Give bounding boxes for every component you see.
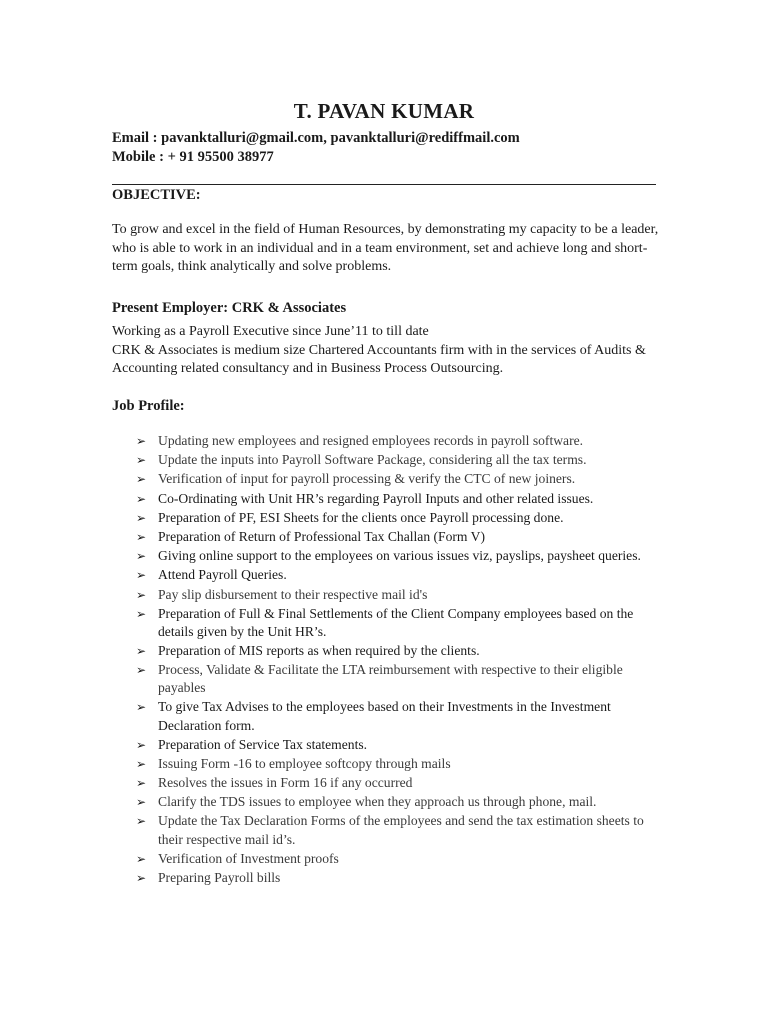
arrow-bullet-icon: ➢ [136,606,147,621]
arrow-bullet-icon: ➢ [136,700,147,715]
list-item: ➢ Update the Tax Declaration Forms of the employees and send the tax estimation sheets to their respective mail id’s. [136,813,644,847]
employer-company-line: CRK & Associates is medium size Chartered Accountants firm with in the services of Audits & Accounting related consultancy and in Business Process Outsourcing. [112,342,646,376]
arrow-bullet-icon: ➢ [136,587,147,602]
arrow-bullet-icon: ➢ [136,510,147,525]
list-item: ➢ Clarify the TDS issues to employee when they approach us through phone, mail. [136,793,656,811]
email-label: Email : [112,130,162,146]
candidate-name: T. PAVAN KUMAR [293,99,475,123]
present-employer-label: Present Employer: [112,300,232,316]
arrow-bullet-icon: ➢ [136,549,147,564]
list-item: ➢ Preparation of Full & Final Settlements of the Client Company employees based on the details given by the Unit HR’s. [136,605,634,639]
list-item: ➢ Issuing Form -16 to employee softcopy through mails [136,755,656,773]
list-item: ➢ Pay slip disbursement to their respective mail id's [136,586,656,604]
list-item: ➢ Verification of input for payroll processing & verify the CTC of new joiners. [136,470,656,488]
present-employer-company: CRK & Associates [231,300,347,316]
list-item: ➢ Preparing Payroll bills [136,869,656,887]
email-line [112,130,520,147]
list-item: ➢ Giving online support to the employees on various issues viz, payslips, paysheet queries. [136,547,656,565]
arrow-bullet-icon: ➢ [136,756,147,771]
arrow-bullet-icon: ➢ [136,795,147,810]
list-item: ➢ Updating new employees and resigned employees records in payroll software. [136,432,656,450]
list-item: ➢ Attend Payroll Queries. [136,566,656,584]
employer-role-line: Working as a Payroll Executive since June’11 to till date [112,324,429,339]
mobile-line [112,149,274,166]
list-item: ➢ Co-Ordinating with Unit HR’s regarding Payroll Inputs and other related issues. [136,490,656,508]
arrow-bullet-icon: ➢ [136,870,147,885]
arrow-bullet-icon: ➢ [136,663,147,678]
mobile-label: Mobile : [112,149,168,165]
arrow-bullet-icon: ➢ [136,776,147,791]
job-profile-heading: Job Profile: [112,398,185,414]
list-item: ➢ To give Tax Advises to the employees based on their Investments in the Investment Declaration form. [136,699,611,733]
list-item: ➢ Resolves the issues in Form 16 if any occurred [136,774,656,792]
arrow-bullet-icon: ➢ [136,568,147,583]
list-item: ➢ Process, Validate & Facilitate the LTA reimbursement with respective to their eligible payables [136,662,623,696]
arrow-bullet-icon: ➢ [136,529,147,544]
email-value: pavanktalluri@gmail.com, pavanktalluri@rediffmail.com [161,130,520,146]
job-profile-list [136,432,656,888]
section-divider [112,184,656,185]
list-item: ➢ Preparation of PF, ESI Sheets for the clients once Payroll processing done. [136,509,656,527]
arrow-bullet-icon: ➢ [136,814,147,829]
list-item: ➢ Preparation of Return of Professional Tax Challan (Form V) [136,528,656,546]
list-item: ➢ Preparation of MIS reports as when required by the clients. [136,642,656,660]
list-item: ➢ Update the inputs into Payroll Software Package, considering all the tax terms. [136,451,656,469]
objective-heading: OBJECTIVE: [112,187,201,203]
arrow-bullet-icon: ➢ [136,491,147,506]
list-item: ➢ Verification of Investment proofs [136,850,656,868]
arrow-bullet-icon: ➢ [136,643,147,658]
arrow-bullet-icon: ➢ [136,472,147,487]
arrow-bullet-icon: ➢ [136,434,147,448]
arrow-bullet-icon: ➢ [136,851,147,866]
list-item: ➢ Preparation of Service Tax statements. [136,736,656,754]
arrow-bullet-icon: ➢ [136,453,147,468]
arrow-bullet-icon: ➢ [136,737,147,752]
mobile-value: + 91 95500 38977 [167,149,274,165]
employer-description [112,323,672,379]
present-employer-heading [112,300,346,317]
objective-text: To grow and excel in the field of Human Resources, by demonstrating my capacity to be a leader, who is able to work in an individual and in a team environment, set and achieve long and short-term goals, think analytically and solve problems. [112,222,659,274]
